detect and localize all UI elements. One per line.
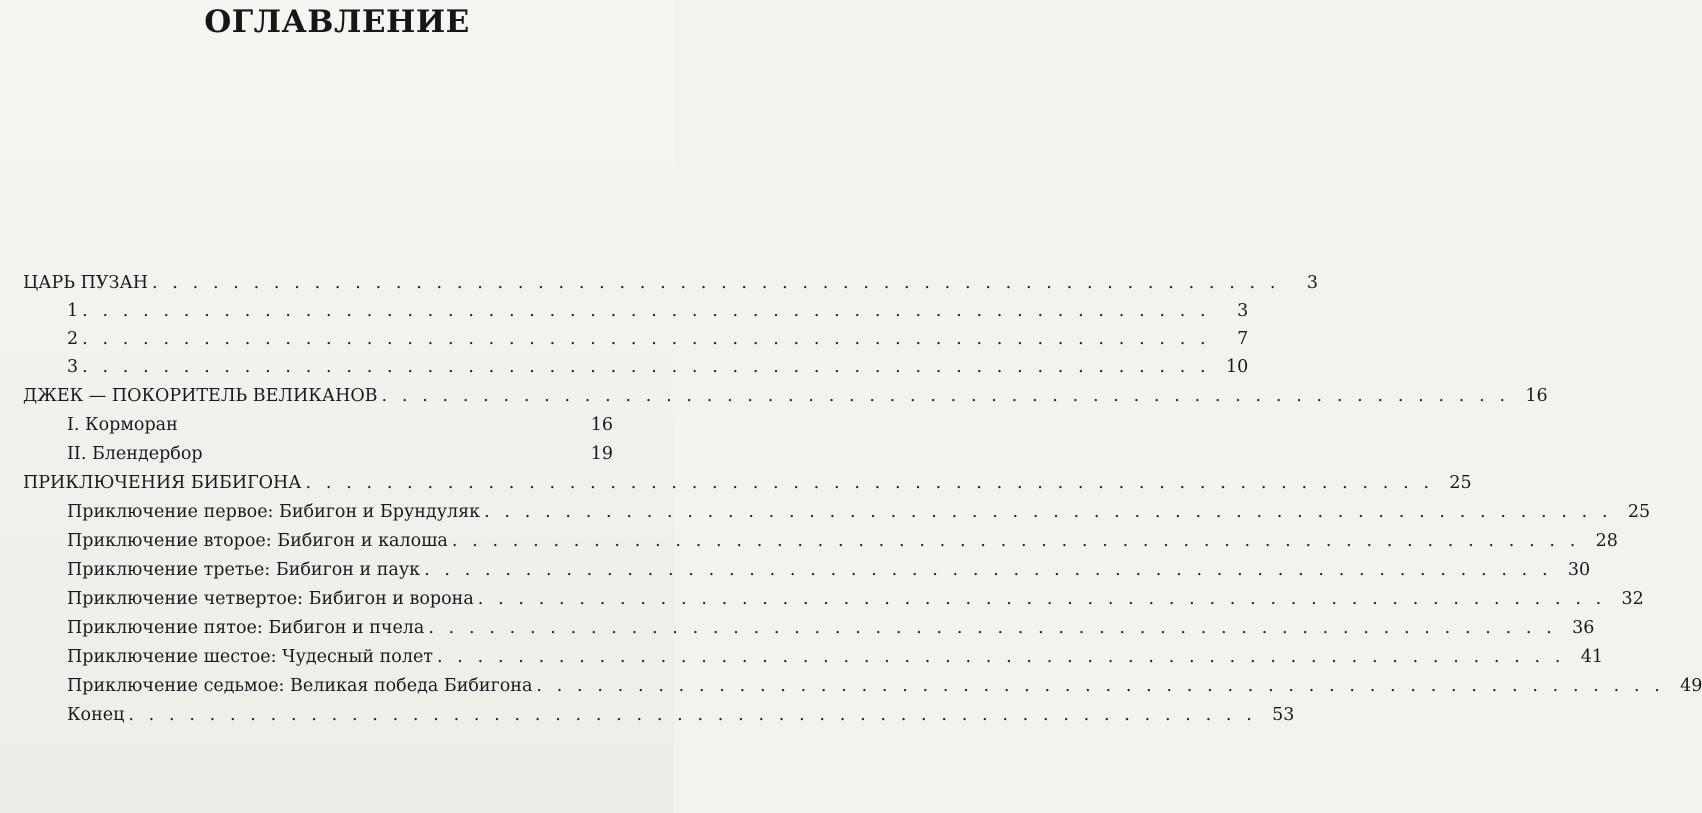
dot-leader: . . . . . . . . . . . . . . . . . . . . . . . . . . . . . . . . . . . . . . . . . . . . . . . . . . . . . . . . bbox=[82, 357, 1211, 377]
toc-entry-adventure-5 bbox=[67, 613, 1595, 643]
toc-entry-cormoran bbox=[67, 410, 613, 440]
toc-entry-chapter-2 bbox=[67, 324, 1249, 354]
toc-entry-adventure-1 bbox=[67, 497, 1651, 527]
toc-entry-adventure-7 bbox=[67, 671, 1702, 701]
toc-entry-label: 2 bbox=[67, 329, 79, 349]
toc-entry-label: Приключение третье: Бибигон и паук bbox=[67, 560, 421, 580]
toc-entry-bibigon bbox=[23, 468, 1472, 498]
dot-leader: . . . . . . . . . . . . . . . . . . . . . . . . . . . . . . . . . . . . . . . . . . . . . . . . . . . . . . . . bbox=[477, 589, 1606, 609]
toc-entry-page: 16 bbox=[590, 415, 613, 435]
toc-entry-adventure-2 bbox=[67, 526, 1618, 556]
dot-leader: . . . . . . . . . . . . . . . . . . . . . . . . . . . . . . . . . . . . . . . . . . . . . . . . . . . . . . . . bbox=[305, 473, 1434, 493]
toc-entry-adventure-4 bbox=[67, 584, 1644, 614]
dot-leader: . . . . . . . . . . . . . . . . . . . . . . . . . . . . . . . . . . . . . . . . . . . . . . . . . . . . . . . . bbox=[451, 531, 1580, 551]
toc-entry-label: ЦАРЬ ПУЗАН bbox=[23, 273, 148, 293]
dot-leader: . . . . . . . . . . . . . . . . . . . . . . . . . . . . . . . . . . . . . . . . . . . . . . . . . . . . . . . . bbox=[82, 329, 1211, 349]
toc-entry-page: 19 bbox=[590, 444, 613, 464]
toc-entry-page: 28 bbox=[1595, 531, 1618, 551]
toc-entry-label: Конец bbox=[67, 705, 125, 725]
toc-entry-adventure-6 bbox=[67, 642, 1604, 672]
toc-entry-page: 49 bbox=[1680, 676, 1702, 696]
dot-leader: . . . . . . . . . . . . . . . . . . . . . . . . . . . . . . . . . . . . . . . . . . . . . . . . . . . . . . . . bbox=[424, 560, 1553, 580]
toc-entry-page: 25 bbox=[1449, 473, 1472, 493]
toc-entry-adventure-3 bbox=[67, 555, 1591, 585]
dot-leader: . . . . . . . . . . . . . . . . . . . . . . . . . . . . . . . . . . . . . . . . . . . . . . . . . . . . . . . . bbox=[128, 705, 1257, 725]
page-title: ОГЛАВЛЕНИЕ bbox=[204, 4, 470, 40]
dot-leader: . . . . . . . . . . . . . . . . . . . . . . . . . . . . . . . . . . . . . . . . . . . . . . . . . . . . . . . . bbox=[436, 647, 1566, 667]
toc-entry-label: ДЖЕК — ПОКОРИТЕЛЬ ВЕЛИКАНОВ bbox=[23, 386, 378, 406]
toc-entry-label: ПРИКЛЮЧЕНИЯ БИБИГОНА bbox=[23, 473, 302, 493]
toc-entry-page: 30 bbox=[1567, 560, 1591, 580]
toc-entry-label: 1 bbox=[67, 301, 79, 321]
toc-entry-page: 3 bbox=[1237, 301, 1249, 321]
toc-entry-end bbox=[67, 700, 1295, 730]
toc-entry-page: 10 bbox=[1225, 357, 1249, 377]
toc-entry-jack bbox=[23, 381, 1548, 411]
toc-entry-label: Приключение четвертое: Бибигон и ворона bbox=[67, 589, 474, 609]
toc-entry-page: 16 bbox=[1525, 386, 1548, 406]
toc-entry-page: 41 bbox=[1580, 647, 1604, 667]
toc-entry-label: II. Блендербор bbox=[67, 444, 203, 464]
toc-entry-label: 3 bbox=[67, 357, 79, 377]
toc-entry-page: 3 bbox=[1306, 273, 1319, 293]
toc-entry-label: I. Корморан bbox=[67, 415, 178, 435]
toc-entry-label: Приключение пятое: Бибигон и пчела bbox=[67, 618, 425, 638]
toc-entry-label: Приключение первое: Бибигон и Брундуляк bbox=[67, 502, 481, 522]
toc-entry-blenderbor bbox=[67, 439, 613, 469]
toc-entry-chapter-3 bbox=[67, 352, 1249, 382]
toc-entry-tsar-puzan bbox=[23, 268, 1319, 298]
dot-leader: . . . . . . . . . . . . . . . . . . . . . . . . . . . . . . . . . . . . . . . . . . . . . . . . . . . . . . . . bbox=[82, 301, 1211, 321]
toc-entry-label: Приключение второе: Бибигон и калоша bbox=[67, 531, 448, 551]
dot-leader: . . . . . . . . . . . . . . . . . . . . . . . . . . . . . . . . . . . . . . . . . . . . . . . . . . . . . . . . bbox=[536, 676, 1665, 696]
toc-entry-label: Приключение седьмое: Великая победа Бибигона bbox=[67, 676, 533, 696]
toc-entry-chapter-1 bbox=[67, 296, 1249, 326]
dot-leader: . . . . . . . . . . . . . . . . . . . . . . . . . . . . . . . . . . . . . . . . . . . . . . . . . . . . . . . . bbox=[381, 386, 1510, 406]
dot-leader: . . . . . . . . . . . . . . . . . . . . . . . . . . . . . . . . . . . . . . . . . . . . . . . . . . . . . . . . bbox=[484, 502, 1613, 522]
dot-leader: . . . . . . . . . . . . . . . . . . . . . . . . . . . . . . . . . . . . . . . . . . . . . . . . . . . . . . . . bbox=[428, 618, 1557, 638]
dot-leader: . . . . . . . . . . . . . . . . . . . . . . . . . . . . . . . . . . . . . . . . . . . . . . . . . . . . . . . . bbox=[151, 273, 1281, 293]
toc-entry-page: 53 bbox=[1272, 705, 1295, 725]
toc-entry-page: 25 bbox=[1627, 502, 1651, 522]
toc-entry-label: Приключение шестое: Чудесный полет bbox=[67, 647, 433, 667]
toc-entry-page: 7 bbox=[1237, 329, 1249, 349]
toc-entry-page: 36 bbox=[1572, 618, 1595, 638]
toc-entry-page: 32 bbox=[1621, 589, 1644, 609]
